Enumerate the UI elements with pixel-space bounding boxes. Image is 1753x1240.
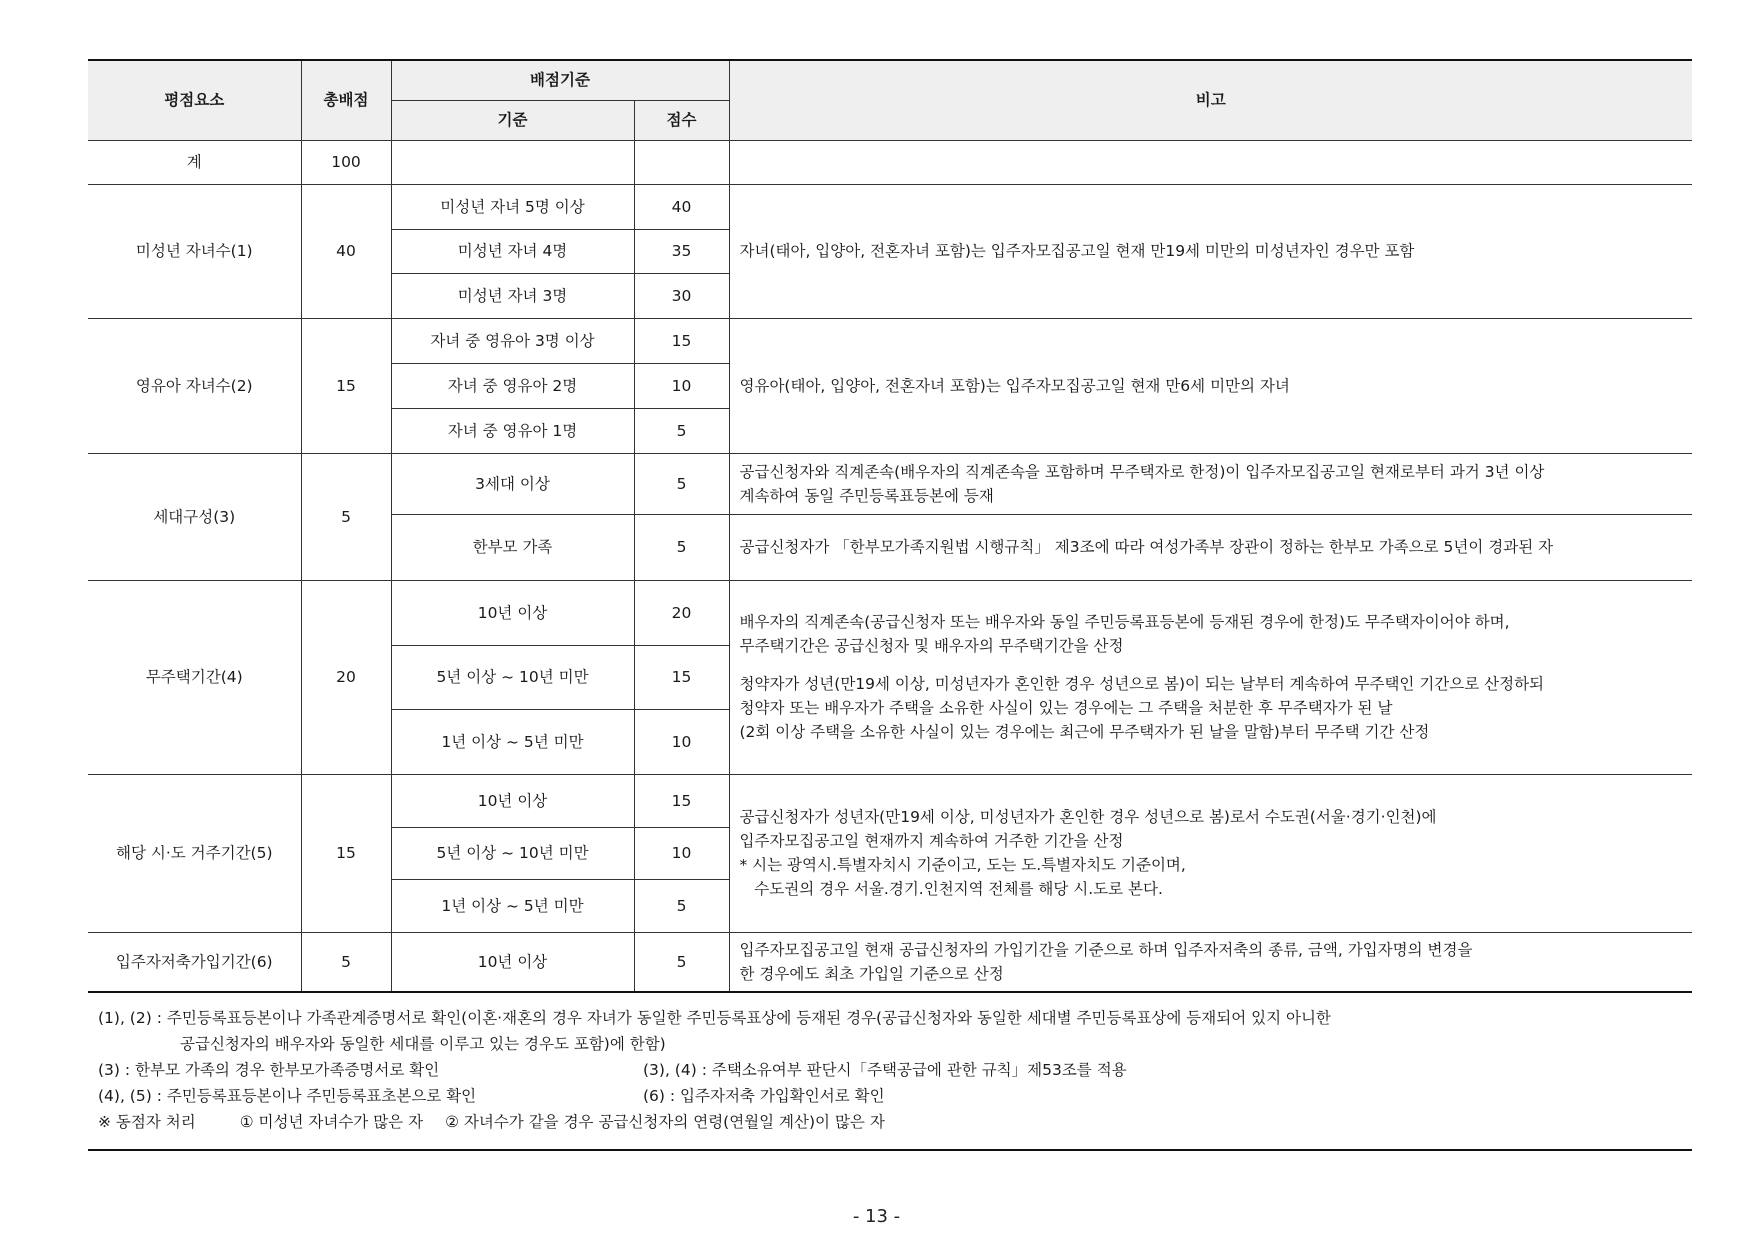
remark-line: 계속하여 동일 주민등록표등본에 등재	[739, 486, 994, 505]
criterion-cell: 5년 이상 ~ 10년 미만	[391, 645, 634, 709]
score-cell: 5	[634, 879, 729, 932]
remark-cell: 영유아(태아, 입양아, 전혼자녀 포함)는 입주자모집공고일 현재 만6세 미만의 자녀	[729, 318, 1692, 453]
score-cell: 15	[634, 645, 729, 709]
empty-cell	[634, 140, 729, 184]
footnotes	[88, 993, 1692, 1151]
remark-line: 수도권의 경우 서울.경기.인천지역 전체를 해당 시.도로 본다.	[739, 880, 1163, 898]
score-cell: 15	[634, 774, 729, 827]
remark-line: 입주자모집공고일 현재 공급신청자의 가입기간을 기준으로 하며 입주자저축의 종류, 금액, 가입자명의 변경을	[739, 940, 1473, 959]
tiebreak-note	[98, 1109, 1692, 1135]
remark-cell	[729, 580, 1692, 774]
score-cell: 15	[634, 318, 729, 363]
criterion-cell: 1년 이상 ~ 5년 미만	[391, 709, 634, 774]
score-cell: 5	[634, 408, 729, 453]
criterion-cell: 한부모 가족	[391, 514, 634, 580]
score-cell: 20	[634, 580, 729, 645]
remark-line: * 시는 광역시.특별자치시 기준이고, 도는 도.특별자치도 기준이며,	[739, 856, 1186, 874]
factor-cell: 무주택기간(4)	[88, 580, 301, 774]
header-factor: 평점요소	[88, 60, 301, 140]
factor-cell: 영유아 자녀수(2)	[88, 318, 301, 453]
remark-line: (2회 이상 주택을 소유한 사실이 있는 경우에는 최근에 무주택자가 된 날을 말함)부터 무주택 기간 산정	[739, 723, 1430, 741]
document-page	[88, 59, 1692, 1151]
criterion-cell: 미성년 자녀 3명	[391, 273, 634, 318]
note-line: (3) : 한부모 가족의 경우 한부모가족증명서로 확인	[98, 1061, 440, 1079]
total-points: 100	[301, 140, 391, 184]
note-line: (3), (4) : 주택소유여부 판단시「주택공급에 관한 규칙」제53조를 적용	[643, 1061, 1127, 1079]
criterion-cell: 10년 이상	[391, 932, 634, 992]
header-criteria-group: 배점기준	[391, 60, 729, 100]
remark-line: 공급신청자가 「한부모가족지원법 시행규칙」 제3조에 따라 여성가족부 장관이 정하는 한부모 가족으로 5년이 경과된 자	[739, 538, 1554, 556]
page-number: - 13 -	[852, 1206, 901, 1227]
note-line: (1), (2) : 주민등록표등본이나 가족관계증명서로 확인(이혼·재혼의 경우 자녀가 동일한 주민등록표상에 등재된 경우(공급신청자와 동일한 세대별 주민등록표상에 등재되어 있지 아니한	[98, 1009, 1331, 1027]
table-row	[88, 932, 1692, 992]
note-row	[98, 1057, 1692, 1083]
header-criterion: 기준	[391, 100, 634, 140]
criterion-cell: 5년 이상 ~ 10년 미만	[391, 827, 634, 879]
score-cell: 40	[634, 184, 729, 229]
criterion-cell: 10년 이상	[391, 580, 634, 645]
criterion-cell: 미성년 자녀 5명 이상	[391, 184, 634, 229]
table-row	[88, 184, 1692, 229]
factor-cell: 세대구성(3)	[88, 453, 301, 580]
score-cell: 10	[634, 363, 729, 408]
criterion-cell: 10년 이상	[391, 774, 634, 827]
criterion-cell: 미성년 자녀 4명	[391, 229, 634, 273]
remark-line: 공급신청자가 성년자(만19세 이상, 미성년자가 혼인한 경우 성년으로 봄)로서 수도권(서울·경기·인천)에	[739, 808, 1437, 826]
criterion-cell: 자녀 중 영유아 3명 이상	[391, 318, 634, 363]
score-cell: 5	[634, 453, 729, 514]
total-cell: 15	[301, 318, 391, 453]
total-cell: 20	[301, 580, 391, 774]
empty-cell	[391, 140, 634, 184]
remark-cell: 자녀(태아, 입양아, 전혼자녀 포함)는 입주자모집공고일 현재 만19세 미만의 미성년자인 경우만 포함	[729, 184, 1692, 318]
total-cell: 5	[301, 453, 391, 580]
table-row	[88, 453, 1692, 514]
tiebreak-label: ※ 동점자 처리	[98, 1113, 196, 1131]
tiebreak-rule-2: ② 자녀수가 같을 경우 공급신청자의 연령(연월일 계산)이 많은 자	[445, 1113, 885, 1131]
table-row	[88, 580, 1692, 645]
total-cell: 40	[301, 184, 391, 318]
scoring-table	[88, 59, 1692, 993]
factor-cell: 해당 시·도 거주기간(5)	[88, 774, 301, 932]
score-cell: 30	[634, 273, 729, 318]
tiebreak-rule-1: ① 미성년 자녀수가 많은 자	[239, 1113, 424, 1131]
remark-line: 청약자 또는 배우자가 주택을 소유한 사실이 있는 경우에는 그 주택을 처분한 후 무주택자가 된 날	[739, 699, 1393, 717]
criterion-cell: 1년 이상 ~ 5년 미만	[391, 879, 634, 932]
factor-cell: 입주자저축가입기간(6)	[88, 932, 301, 992]
criterion-cell: 자녀 중 영유아 1명	[391, 408, 634, 453]
score-cell: 35	[634, 229, 729, 273]
criterion-cell: 3세대 이상	[391, 453, 634, 514]
total-cell: 15	[301, 774, 391, 932]
remark-line: 무주택기간은 공급신청자 및 배우자의 무주택기간을 산정	[739, 637, 1124, 655]
score-cell: 10	[634, 827, 729, 879]
remark-cell	[729, 774, 1692, 932]
table-row	[88, 318, 1692, 363]
score-cell: 5	[634, 514, 729, 580]
empty-cell	[729, 140, 1692, 184]
header-total: 총배점	[301, 60, 391, 140]
header-score: 점수	[634, 100, 729, 140]
remark-cell	[729, 453, 1692, 514]
note-row	[98, 1083, 1692, 1109]
criterion-cell: 자녀 중 영유아 2명	[391, 363, 634, 408]
remark-cell	[729, 932, 1692, 992]
total-label: 계	[88, 140, 301, 184]
table-row	[88, 774, 1692, 827]
remark-line: 배우자의 직계존속(공급신청자 또는 배우자와 동일 주민등록표등본에 등재된 경우에 한정)도 무주택자이어야 하며,	[739, 613, 1510, 631]
note-line: 공급신청자의 배우자와 동일한 세대를 이루고 있는 경우도 포함)에 한함)	[180, 1035, 666, 1053]
score-cell: 10	[634, 709, 729, 774]
remark-line: 공급신청자와 직계존속(배우자의 직계존속을 포함하며 무주택자로 한정)이 입주자모집공고일 현재로부터 과거 3년 이상	[739, 462, 1545, 481]
remark-line: 청약자가 성년(만19세 이상, 미성년자가 혼인한 경우 성년으로 봄)이 되는 날부터 계속하여 무주택인 기간으로 산정하되	[739, 675, 1545, 693]
remark-spacer	[740, 658, 1683, 672]
score-cell: 5	[634, 932, 729, 992]
factor-cell: 미성년 자녀수(1)	[88, 184, 301, 318]
remark-line: 입주자모집공고일 현재까지 계속하여 거주한 기간을 산정	[739, 832, 1124, 850]
note-line: (4), (5) : 주민등록표등본이나 주민등록표초본으로 확인	[98, 1087, 477, 1105]
remark-line: 한 경우에도 최초 가입일 기준으로 산정	[739, 964, 1004, 983]
total-cell: 5	[301, 932, 391, 992]
total-row	[88, 140, 1692, 184]
note-line: (6) : 입주자저축 가입확인서로 확인	[643, 1087, 885, 1105]
header-remarks: 비고	[729, 60, 1692, 140]
remark-cell	[729, 514, 1692, 580]
